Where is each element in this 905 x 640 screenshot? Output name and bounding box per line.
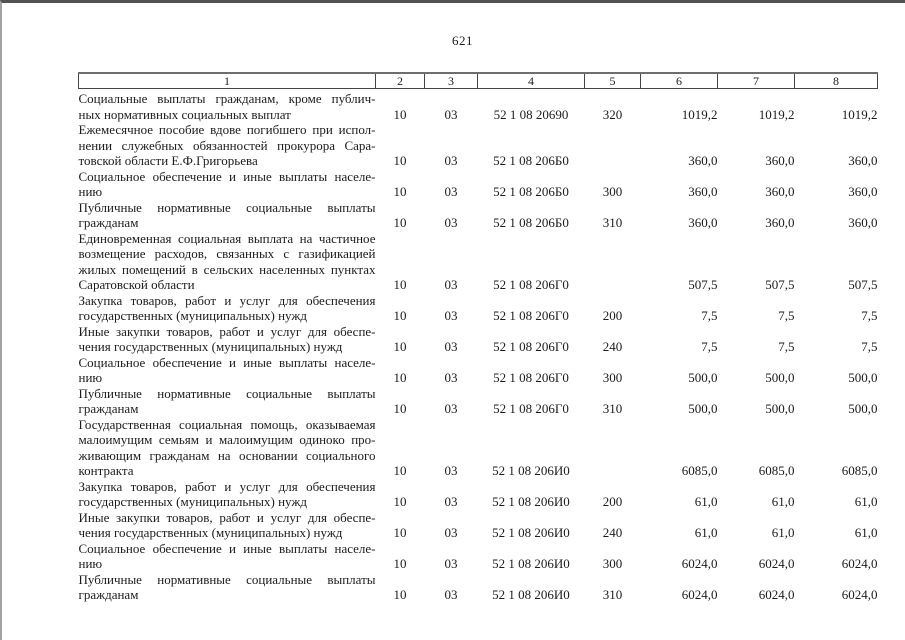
description-line: Иные закупки товаров, работ и услуг для обеспе- bbox=[78, 323, 376, 339]
cell-col7: 500,0 bbox=[765, 370, 795, 385]
cell-col4: 52 1 08 206И0 bbox=[492, 556, 570, 571]
cell-col2: 10 bbox=[393, 106, 407, 122]
description-line: возмещение расходов, связанных с газификацией bbox=[78, 246, 376, 261]
description-line: гражданам bbox=[78, 587, 139, 602]
description-line: государственных (муниципальных) нужд bbox=[78, 494, 307, 509]
cell-col4: 52 1 08 206Г0 bbox=[493, 370, 569, 385]
cell-col5: 200 bbox=[602, 308, 623, 323]
cell-col6: 61,0 bbox=[694, 525, 718, 540]
cell-col7: 6085,0 bbox=[758, 463, 795, 478]
description-line: контракта bbox=[78, 463, 134, 478]
cell-col2: 10 bbox=[393, 153, 407, 168]
cell-col5: 310 bbox=[602, 215, 623, 230]
cell-col4: 52 1 08 206Б0 bbox=[493, 215, 569, 230]
cell-col8: 360,0 bbox=[848, 153, 878, 168]
cell-col3: 03 bbox=[444, 525, 458, 540]
cell-col5: 310 bbox=[602, 401, 623, 416]
row-description bbox=[79, 293, 376, 324]
cell-col8: 7,5 bbox=[861, 339, 878, 354]
cell-col8: 61,0 bbox=[854, 494, 878, 509]
cell-col7: 7,5 bbox=[778, 308, 795, 323]
description-line: нении служебных обязанностей прокурора Сара- bbox=[78, 137, 376, 153]
description-line: Социальное обеспечение и иные выплаты населе- bbox=[78, 354, 376, 370]
row-description bbox=[79, 417, 376, 479]
cell-col8: 6085,0 bbox=[841, 463, 878, 478]
cell-col5: 300 bbox=[602, 556, 623, 571]
table-row bbox=[79, 324, 878, 355]
description-line: Закупка товаров, работ и услуг для обеспечения bbox=[78, 478, 376, 494]
cell-col7: 500,0 bbox=[765, 401, 795, 416]
description-line: Социальные выплаты гражданам, кроме публич- bbox=[78, 91, 376, 106]
cell-col7: 507,5 bbox=[765, 277, 795, 292]
column-header-4: 4 bbox=[478, 73, 585, 89]
cell-col3: 03 bbox=[444, 277, 458, 292]
page-number: 621 bbox=[452, 33, 473, 48]
cell-col8: 61,0 bbox=[854, 525, 878, 540]
cell-col2: 10 bbox=[393, 401, 407, 416]
cell-col6: 7,5 bbox=[701, 339, 718, 354]
description-line: Публичные нормативные социальные выплаты bbox=[78, 571, 376, 587]
cell-col2: 10 bbox=[393, 215, 407, 230]
cell-col3: 03 bbox=[444, 215, 458, 230]
description-line: Публичные нормативные социальные выплаты bbox=[78, 385, 376, 401]
description-line: Иные закупки товаров, работ и услуг для обеспе- bbox=[78, 509, 376, 525]
cell-col8: 360,0 bbox=[848, 184, 878, 199]
table-body bbox=[79, 89, 878, 603]
cell-col2: 10 bbox=[393, 184, 407, 199]
table-row bbox=[79, 169, 878, 200]
cell-col4: 52 1 08 206Б0 bbox=[493, 184, 569, 199]
cell-col7: 360,0 bbox=[765, 215, 795, 230]
cell-col8: 360,0 bbox=[848, 215, 878, 230]
row-description bbox=[79, 386, 376, 417]
description-line: гражданам bbox=[78, 215, 139, 230]
cell-col6: 6024,0 bbox=[681, 556, 718, 571]
description-line: Социальное обеспечение и иные выплаты населе- bbox=[78, 168, 376, 184]
row-description bbox=[79, 572, 376, 603]
cell-col4: 52 1 08 206Б0 bbox=[493, 153, 569, 168]
cell-col5: 310 bbox=[602, 587, 623, 602]
row-description bbox=[79, 169, 376, 200]
cell-col7: 7,5 bbox=[778, 339, 795, 354]
cell-col2: 10 bbox=[393, 494, 407, 509]
cell-col6: 7,5 bbox=[701, 308, 718, 323]
cell-col7: 360,0 bbox=[765, 184, 795, 199]
cell-col8: 6024,0 bbox=[841, 556, 878, 571]
row-description bbox=[79, 122, 376, 169]
description-line: малоимущим семьям и малоимущим одиноко про- bbox=[78, 432, 376, 447]
cell-col4: 52 1 08 206И0 bbox=[492, 463, 570, 478]
cell-col2: 10 bbox=[393, 556, 407, 571]
cell-col8: 6024,0 bbox=[841, 587, 878, 602]
description-line: Саратовской области bbox=[78, 277, 195, 292]
column-header-3: 3 bbox=[425, 73, 478, 89]
cell-col6: 507,5 bbox=[688, 277, 718, 292]
cell-col7: 1019,2 bbox=[758, 106, 795, 122]
row-description bbox=[79, 231, 376, 293]
cell-col3: 03 bbox=[444, 106, 458, 122]
cell-col3: 03 bbox=[444, 370, 458, 385]
column-header-5: 5 bbox=[585, 73, 641, 89]
cell-col6: 360,0 bbox=[688, 184, 718, 199]
cell-col5: 300 bbox=[602, 184, 623, 199]
cell-col3: 03 bbox=[444, 339, 458, 354]
cell-col4: 52 1 08 206Г0 bbox=[493, 401, 569, 416]
cell-col3: 03 bbox=[444, 401, 458, 416]
cell-col8: 507,5 bbox=[848, 277, 878, 292]
description-line: Публичные нормативные социальные выплаты bbox=[78, 199, 376, 215]
description-line: нию bbox=[78, 556, 103, 571]
budget-table bbox=[78, 72, 878, 603]
cell-col4: 52 1 08 206И0 bbox=[492, 494, 570, 509]
description-line: чения государственных (муниципальных) нужд bbox=[78, 339, 343, 354]
table-row bbox=[79, 293, 878, 324]
description-line: чения государственных (муниципальных) нужд bbox=[78, 525, 343, 540]
cell-col3: 03 bbox=[444, 184, 458, 199]
column-header-1: 1 bbox=[79, 73, 376, 89]
description-line: Закупка товаров, работ и услуг для обеспечения bbox=[78, 292, 376, 308]
column-header-6: 6 bbox=[641, 73, 718, 89]
table-header bbox=[79, 73, 878, 89]
table-row bbox=[79, 479, 878, 510]
description-line: живающим гражданам на основании социального bbox=[78, 447, 376, 463]
row-description bbox=[79, 89, 376, 123]
cell-col8: 7,5 bbox=[861, 308, 878, 323]
cell-col3: 03 bbox=[444, 494, 458, 509]
cell-col6: 360,0 bbox=[688, 215, 718, 230]
cell-col6: 500,0 bbox=[688, 401, 718, 416]
cell-col6: 6085,0 bbox=[681, 463, 718, 478]
cell-col5 bbox=[585, 122, 641, 169]
description-line: Государственная социальная помощь, оказываемая bbox=[78, 416, 376, 432]
cell-col7: 61,0 bbox=[771, 525, 795, 540]
table-row bbox=[79, 122, 878, 169]
description-line: государственных (муниципальных) нужд bbox=[78, 308, 307, 323]
table-row bbox=[79, 541, 878, 572]
cell-col2: 10 bbox=[393, 587, 407, 602]
cell-col8: 1019,2 bbox=[841, 106, 878, 122]
table-row bbox=[79, 572, 878, 603]
cell-col3: 03 bbox=[444, 153, 458, 168]
cell-col5: 320 bbox=[602, 106, 623, 122]
row-description bbox=[79, 510, 376, 541]
table-row bbox=[79, 200, 878, 231]
cell-col6: 500,0 bbox=[688, 370, 718, 385]
cell-col6: 360,0 bbox=[688, 153, 718, 168]
cell-col4: 52 1 08 206Г0 bbox=[493, 277, 569, 292]
cell-col5: 240 bbox=[602, 525, 623, 540]
row-description bbox=[79, 479, 376, 510]
cell-col2: 10 bbox=[393, 370, 407, 385]
cell-col4: 52 1 08 206Г0 bbox=[493, 339, 569, 354]
cell-col7: 6024,0 bbox=[758, 556, 795, 571]
row-description bbox=[79, 541, 376, 572]
table-row bbox=[79, 231, 878, 293]
cell-col4: 52 1 08 20690 bbox=[493, 106, 569, 122]
column-header-8: 8 bbox=[795, 73, 878, 89]
description-line: нию bbox=[78, 184, 103, 199]
cell-col2: 10 bbox=[393, 339, 407, 354]
cell-col7: 360,0 bbox=[765, 153, 795, 168]
table-row bbox=[79, 386, 878, 417]
row-description bbox=[79, 324, 376, 355]
cell-col3: 03 bbox=[444, 463, 458, 478]
cell-col3: 03 bbox=[444, 556, 458, 571]
cell-col7: 61,0 bbox=[771, 494, 795, 509]
cell-col4: 52 1 08 206Г0 bbox=[493, 308, 569, 323]
cell-col6: 61,0 bbox=[694, 494, 718, 509]
cell-col7: 6024,0 bbox=[758, 587, 795, 602]
cell-col2: 10 bbox=[393, 277, 407, 292]
description-line: Социальное обеспечение и иные выплаты населе- bbox=[78, 540, 376, 556]
cell-col2: 10 bbox=[393, 463, 407, 478]
cell-col4: 52 1 08 206И0 bbox=[492, 525, 570, 540]
row-description bbox=[79, 200, 376, 231]
column-header-7: 7 bbox=[718, 73, 795, 89]
column-header-2: 2 bbox=[376, 73, 425, 89]
cell-col3: 03 bbox=[444, 587, 458, 602]
cell-col4: 52 1 08 206И0 bbox=[492, 587, 570, 602]
cell-col8: 500,0 bbox=[848, 370, 878, 385]
cell-col5: 200 bbox=[602, 494, 623, 509]
row-description bbox=[79, 355, 376, 386]
cell-col6: 6024,0 bbox=[681, 587, 718, 602]
description-line: нию bbox=[78, 370, 103, 385]
table-row bbox=[79, 417, 878, 479]
cell-col6: 1019,2 bbox=[681, 106, 718, 122]
cell-col8: 500,0 bbox=[848, 401, 878, 416]
description-line: Ежемесячное пособие вдове погибшего при испол- bbox=[78, 122, 376, 137]
cell-col5 bbox=[585, 417, 641, 479]
cell-col2: 10 bbox=[393, 308, 407, 323]
table-row bbox=[79, 355, 878, 386]
description-line: жилых помещений в сельских населенных пунктах bbox=[78, 261, 376, 277]
table-row bbox=[79, 89, 878, 123]
description-line: ных нормативных социальных выплат bbox=[78, 106, 291, 122]
cell-col2: 10 bbox=[393, 525, 407, 540]
description-line: товской области Е.Ф.Григорьева bbox=[78, 153, 258, 168]
table-row bbox=[79, 510, 878, 541]
cell-col5 bbox=[585, 231, 641, 293]
table-header-row bbox=[79, 73, 878, 89]
cell-col5: 240 bbox=[602, 339, 623, 354]
cell-col5: 300 bbox=[602, 370, 623, 385]
description-line: гражданам bbox=[78, 401, 139, 416]
cell-col3: 03 bbox=[444, 308, 458, 323]
description-line: Единовременная социальная выплата на частичное bbox=[78, 230, 376, 246]
